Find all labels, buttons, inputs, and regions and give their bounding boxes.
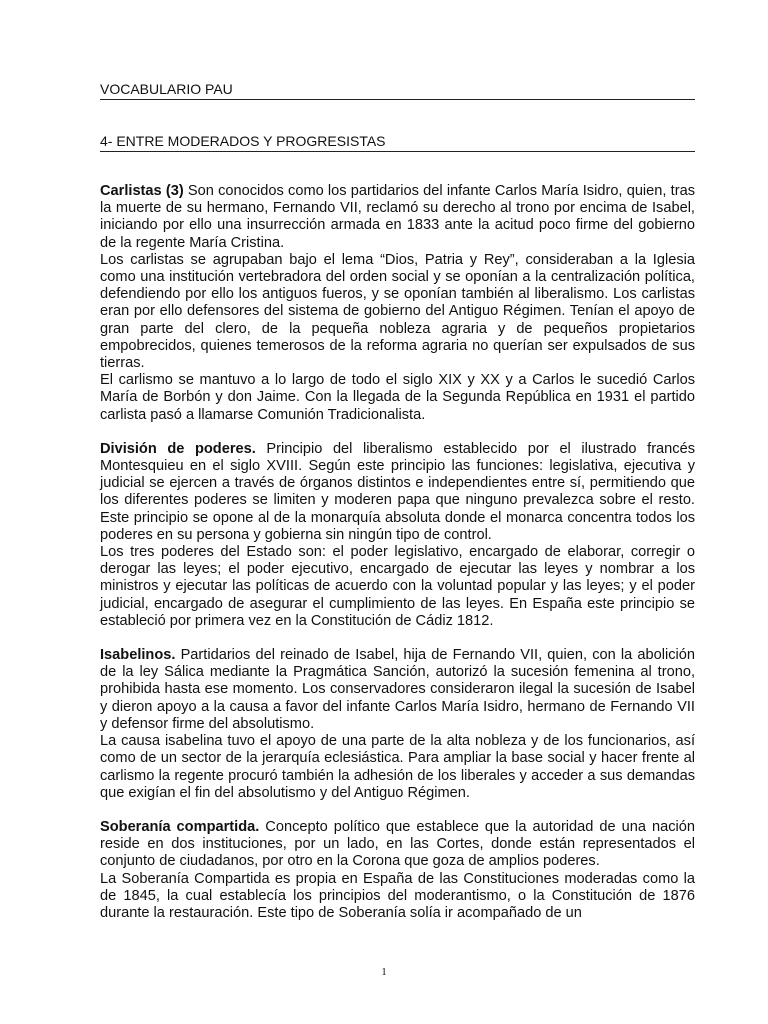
page-number: 1 xyxy=(381,966,387,978)
paragraph xyxy=(100,647,695,733)
entry-term: Carlistas (3) xyxy=(100,183,184,199)
entry-carlistas xyxy=(100,183,695,424)
entry-term: Isabelinos. xyxy=(100,647,176,664)
section-title: 4- ENTRE MODERADOS Y PROGRESISTAS xyxy=(100,133,695,152)
paragraph xyxy=(100,183,695,252)
paragraph: Los tres poderes del Estado son: el poder legislativo, encargado de elaborar, corregir o derogar las leyes; el poder ejecutivo, encargado de ejecutar las leyes y nombrar a los ministros y ejecutar las políticas de acuerdo con la voluntad popular y las leyes; y el poder judicial, encargado de asegurar el cumplimiento de las leyes. En España este principio se estableció por primera vez en la Constitución de Cádiz 1812. xyxy=(100,544,695,629)
paragraph: El carlismo se mantuvo a lo largo de todo el siglo XIX y XX y a Carlos le sucedió Carlos María de Borbón y don Jaime. Con la llegada de la Segunda República en 1931 el partido carlista pasó a llamarse Comunión Tradicionalista. xyxy=(100,372,695,423)
paragraph: La Soberanía Compartida es propia en España de las Constituciones moderadas como la de 1845, la cual establecía los principios del moderantismo, o la Constitución de 1876 durante la restauración. Este tipo de Soberanía solía ir acompañado de un xyxy=(100,870,695,921)
paragraph xyxy=(100,819,695,871)
paragraph-text: Concepto político que establece que la autoridad de una nación reside en dos instituciones, por un lado, en las Cortes, donde están representados el conjunto de ciudadanos, por otro en la Corona que goza de amplios poderes. xyxy=(100,818,695,870)
paragraph: Los carlistas se agrupaban bajo el lema “Dios, Patria y Rey”, consideraban a la Iglesia como una institución vertebradora del orden social y se oponían a la centralización política, defendiendo por ello los antiguos fueros, y se oponían también al liberalismo. Los carlistas eran por ello defensores del sistema de gobierno del Antiguo Régimen. Tenían el apoyo de gran parte del clero, de la pequeña nobleza agraria y de pequeños propietarios empobrecidos, quienes temerosos de la reforma agraria no querían ser expulsados de sus tierras. xyxy=(100,251,695,372)
entry-term: División de poderes. xyxy=(100,440,256,457)
paragraph-text: Principio del liberalismo establecido por el ilustrado francés Montesquieu en el siglo XVIII. Según este principio las funciones: legislativa, ejecutiva y judicial se ejercen a través de órganos distintos e independientes entre sí, permitiendo que los diferentes poderes se limiten y moderen papa que ninguno prevalezca sobre el resto. Este principio se opone al de la monarquía absoluta donde el monarca concentra todos los poderes en su persona y gobierna sin ningún tipo de control. xyxy=(100,440,695,543)
paragraph-text: Partidarios del reinado de Isabel, hija de Fernando VII, quien, con la abolición de la ley Sálica mediante la Pragmática Sanción, autorizó la sucesión femenina al trono, prohibida hasta ese momento. Los conservadores consideraron ilegal la sucesión de Isabel y dieron apoyo a la causa a favor del infante Carlos María Isidro, hermano de Fernando VII y defensor firme del absolutismo. xyxy=(100,647,695,732)
entry-soberania-compartida xyxy=(100,819,695,922)
entry-isabelinos xyxy=(100,647,695,802)
entry-division-de-poderes xyxy=(100,441,695,630)
paragraph-text: Son conocidos como los partidarios del infante Carlos María Isidro, quien, tras la muerte de su hermano, Fernando VII, reclamó su derecho al trono por encima de Isabel, iniciando por ello una insurrección armada en 1833 ante la acitud poco firme del gobierno de la regente María Cristina. xyxy=(100,183,695,251)
paragraph xyxy=(100,441,695,544)
entry-term: Soberanía compartida. xyxy=(100,818,260,835)
document-body xyxy=(100,183,695,939)
document-header: VOCABULARIO PAU xyxy=(100,81,695,100)
paragraph: La causa isabelina tuvo el apoyo de una parte de la alta nobleza y de los funcionarios, así como de un sector de la jerarquía eclesiástica. Para ampliar la base social y hacer frente al carlismo la regente procuró también la adhesión de los liberales y acceder a sus demandas que exigían el fin del absolutismo y del Antiguo Régimen. xyxy=(100,733,695,801)
